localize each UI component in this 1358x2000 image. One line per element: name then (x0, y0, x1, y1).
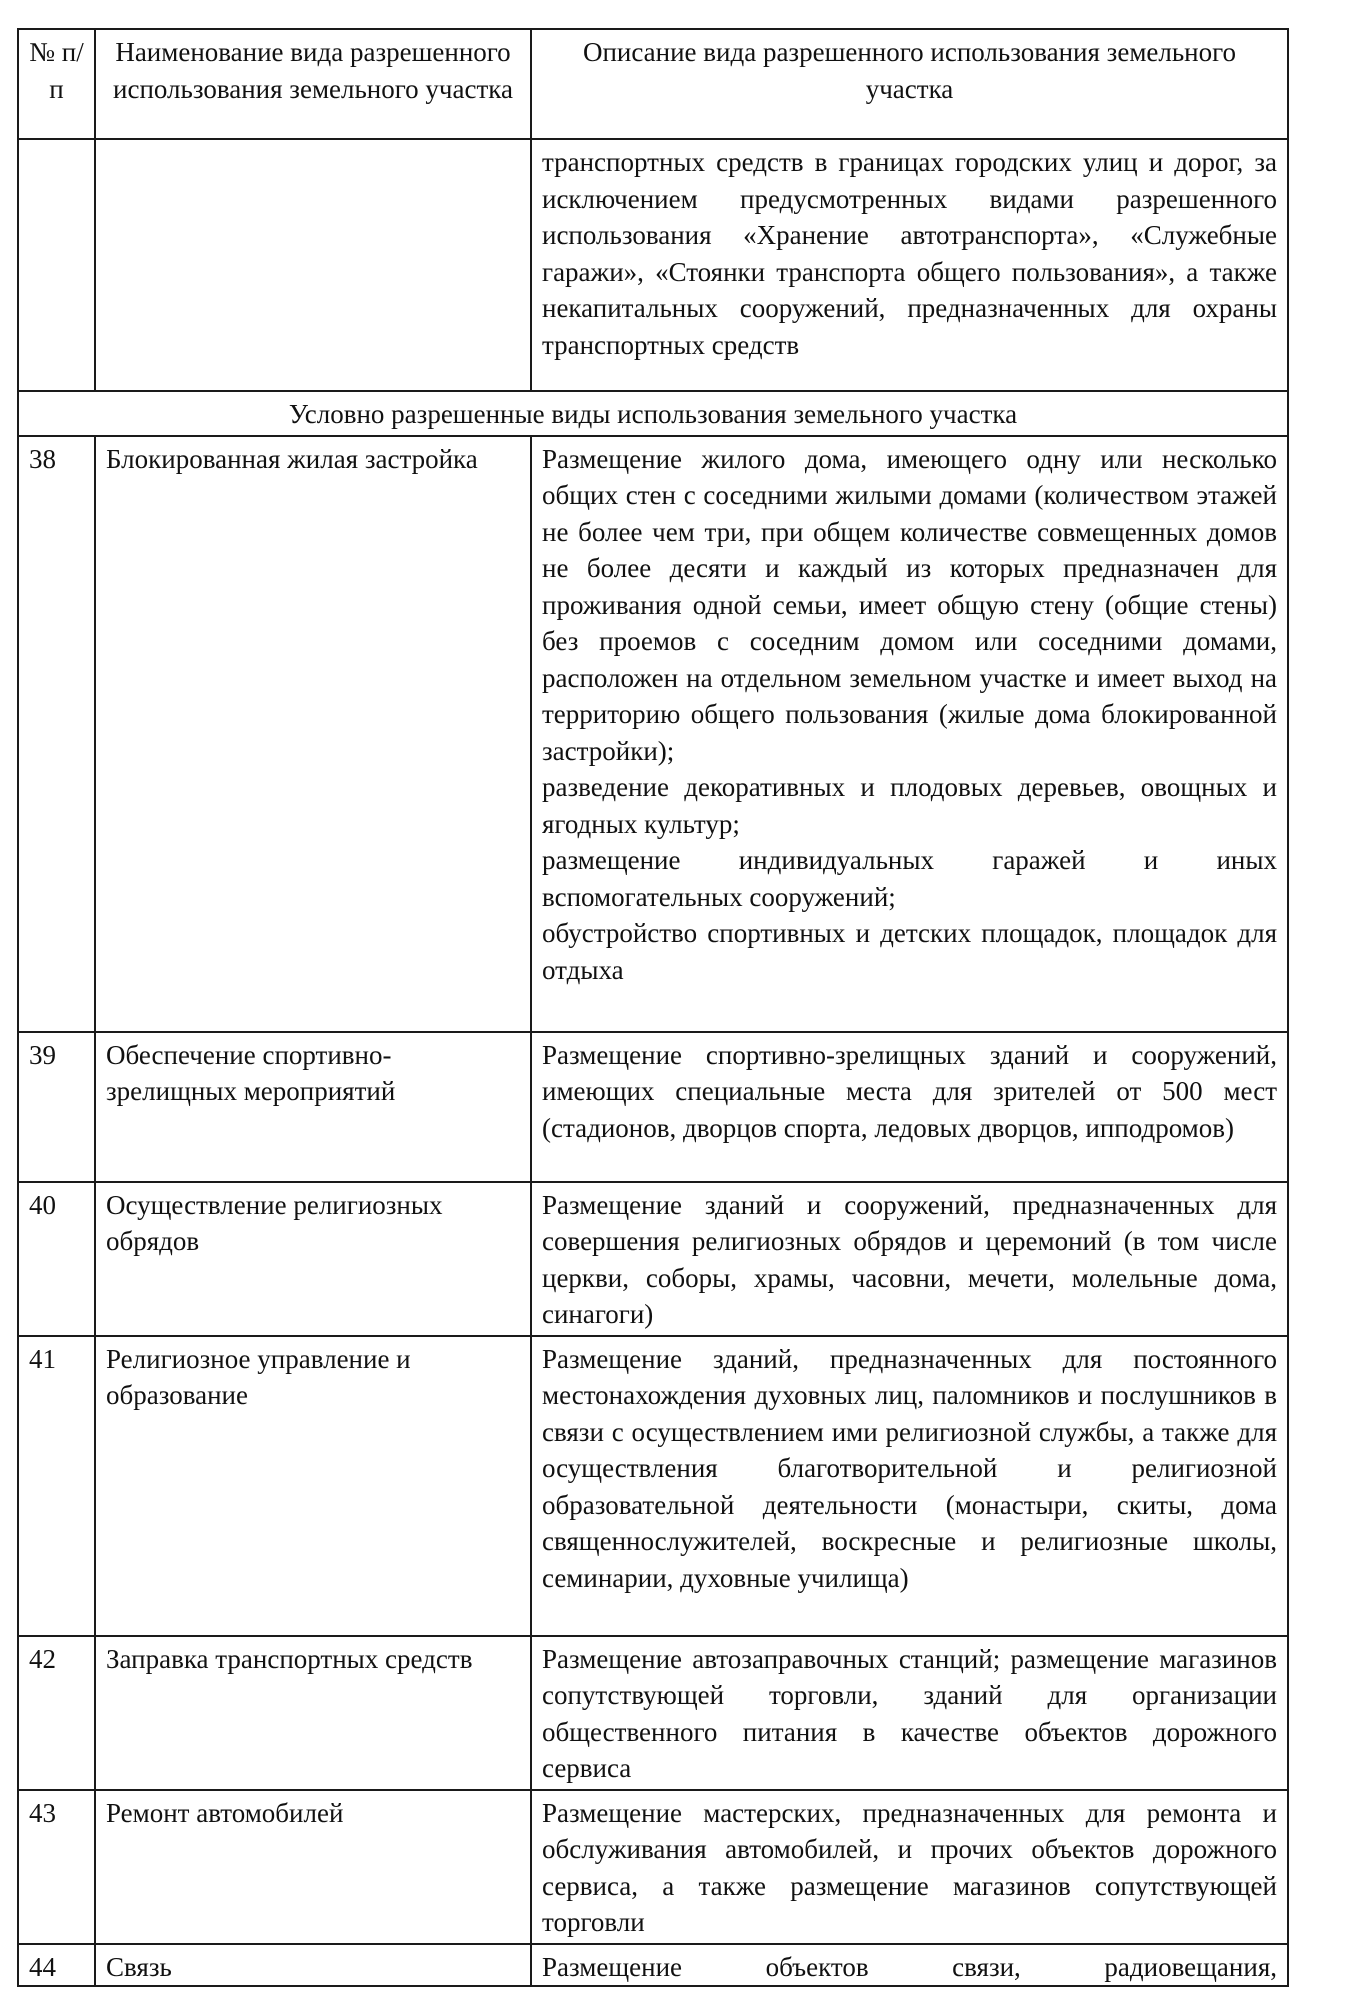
table-row-continuation (18, 139, 1288, 391)
row-description (531, 1944, 1288, 1987)
description-paragraph: Размещение мастерских, предназначенных для ремонта и обслуживания автомобилей, и прочих объектов дорожного сервиса, а также размещение магазинов сопутствующей торговли (542, 1797, 1277, 1937)
description-paragraph: Размещение зданий, предназначенных для постоянного местонахождения духовных лиц, паломников и послушников в связи с осуществлением ими религиозной службы, а также для осуществления благотворительной и религиозной образовательной деятельности (монастыри, скиты, дома священнослужителей, воскресные и религиозные школы, семинарии, духовные училища) (542, 1343, 1277, 1593)
row-name: Ремонт автомобилей (95, 1790, 531, 1944)
header-name: Наименование вида разрешенного использования земельного участка (95, 29, 531, 139)
description-paragraph: Размещение жилого дома, имеющего одну или несколько общих стен с соседними жилыми домами (количеством этажей не более чем три, при общем количестве совмещенных домов не более десяти и каждый из которых предназначен для проживания одной семьи, имеет общую стену (общие стены) без проемов с соседним домом или соседними домами, расположен на отдельном земельном участке и имеет выход на территорию общего пользования (жилые дома блокированной застройки); (542, 443, 1277, 766)
table-row (18, 1636, 1288, 1790)
table-header-row (18, 29, 1288, 139)
row-num: 38 (18, 436, 95, 1032)
section-title: Условно разрешенные виды использования земельного участка (18, 391, 1288, 436)
row-num: 41 (18, 1336, 95, 1636)
table-row (18, 1182, 1288, 1336)
row-num: 42 (18, 1636, 95, 1790)
row-num: 40 (18, 1182, 95, 1336)
table-row (18, 1336, 1288, 1636)
row-name: Блокированная жилая застройка (95, 436, 531, 1032)
description-paragraph: Размещение объектов связи, радиовещания, (542, 1951, 1277, 1982)
row-description (531, 1032, 1288, 1182)
row-description (531, 1790, 1288, 1944)
header-description: Описание вида разрешенного использования земельного участка (531, 29, 1288, 139)
row-name: Обеспечение спортивно-зрелищных мероприятий (95, 1032, 531, 1182)
row-description (531, 1182, 1288, 1336)
row-num: 44 (18, 1944, 95, 1987)
table-row (18, 1790, 1288, 1944)
land-use-table (17, 28, 1289, 1987)
row-num (18, 139, 95, 391)
row-description: транспортных средств в границах городских улиц и дорог, за исключением предусмотренных видами разрешенного использования «Хранение автотранспорта», «Служебные гаражи», «Стоянки транспорта общего пользования», а также некапитальных сооружений, предназначенных для охраны транспортных средств (531, 139, 1288, 391)
document-page (17, 28, 1287, 1987)
row-description (531, 436, 1288, 1032)
description-paragraph: обустройство спортивных и детских площадок, площадок для отдыха (542, 918, 1277, 985)
table-row (18, 1944, 1288, 1987)
table-row (18, 1032, 1288, 1182)
row-name: Связь (95, 1944, 531, 1987)
description-paragraph: размещение индивидуальных гаражей и иных вспомогательных сооружений; (542, 845, 1277, 912)
row-description (531, 1636, 1288, 1790)
row-num: 43 (18, 1790, 95, 1944)
row-name: Заправка транспортных средств (95, 1636, 531, 1790)
row-name: Религиозное управление и образование (95, 1336, 531, 1636)
row-description (531, 1336, 1288, 1636)
row-num: 39 (18, 1032, 95, 1182)
header-num: № п/п (18, 29, 95, 139)
description-paragraph: Размещение спортивно-зрелищных зданий и сооружений, имеющих специальные места для зрителей от 500 мест (стадионов, дворцов спорта, ледовых дворцов, ипподромов) (542, 1039, 1277, 1143)
description-paragraph: Размещение автозаправочных станций; размещение магазинов сопутствующей торговли, зданий для организации общественного питания в качестве объектов дорожного сервиса (542, 1643, 1277, 1783)
section-row (18, 391, 1288, 436)
row-name (95, 139, 531, 391)
description-paragraph: Размещение зданий и сооружений, предназначенных для совершения религиозных обрядов и церемоний (в том числе церкви, соборы, храмы, часовни, мечети, молельные дома, синагоги) (542, 1189, 1277, 1329)
table-row (18, 436, 1288, 1032)
description-paragraph: разведение декоративных и плодовых деревьев, овощных и ягодных культур; (542, 772, 1277, 839)
row-name: Осуществление религиозных обрядов (95, 1182, 531, 1336)
